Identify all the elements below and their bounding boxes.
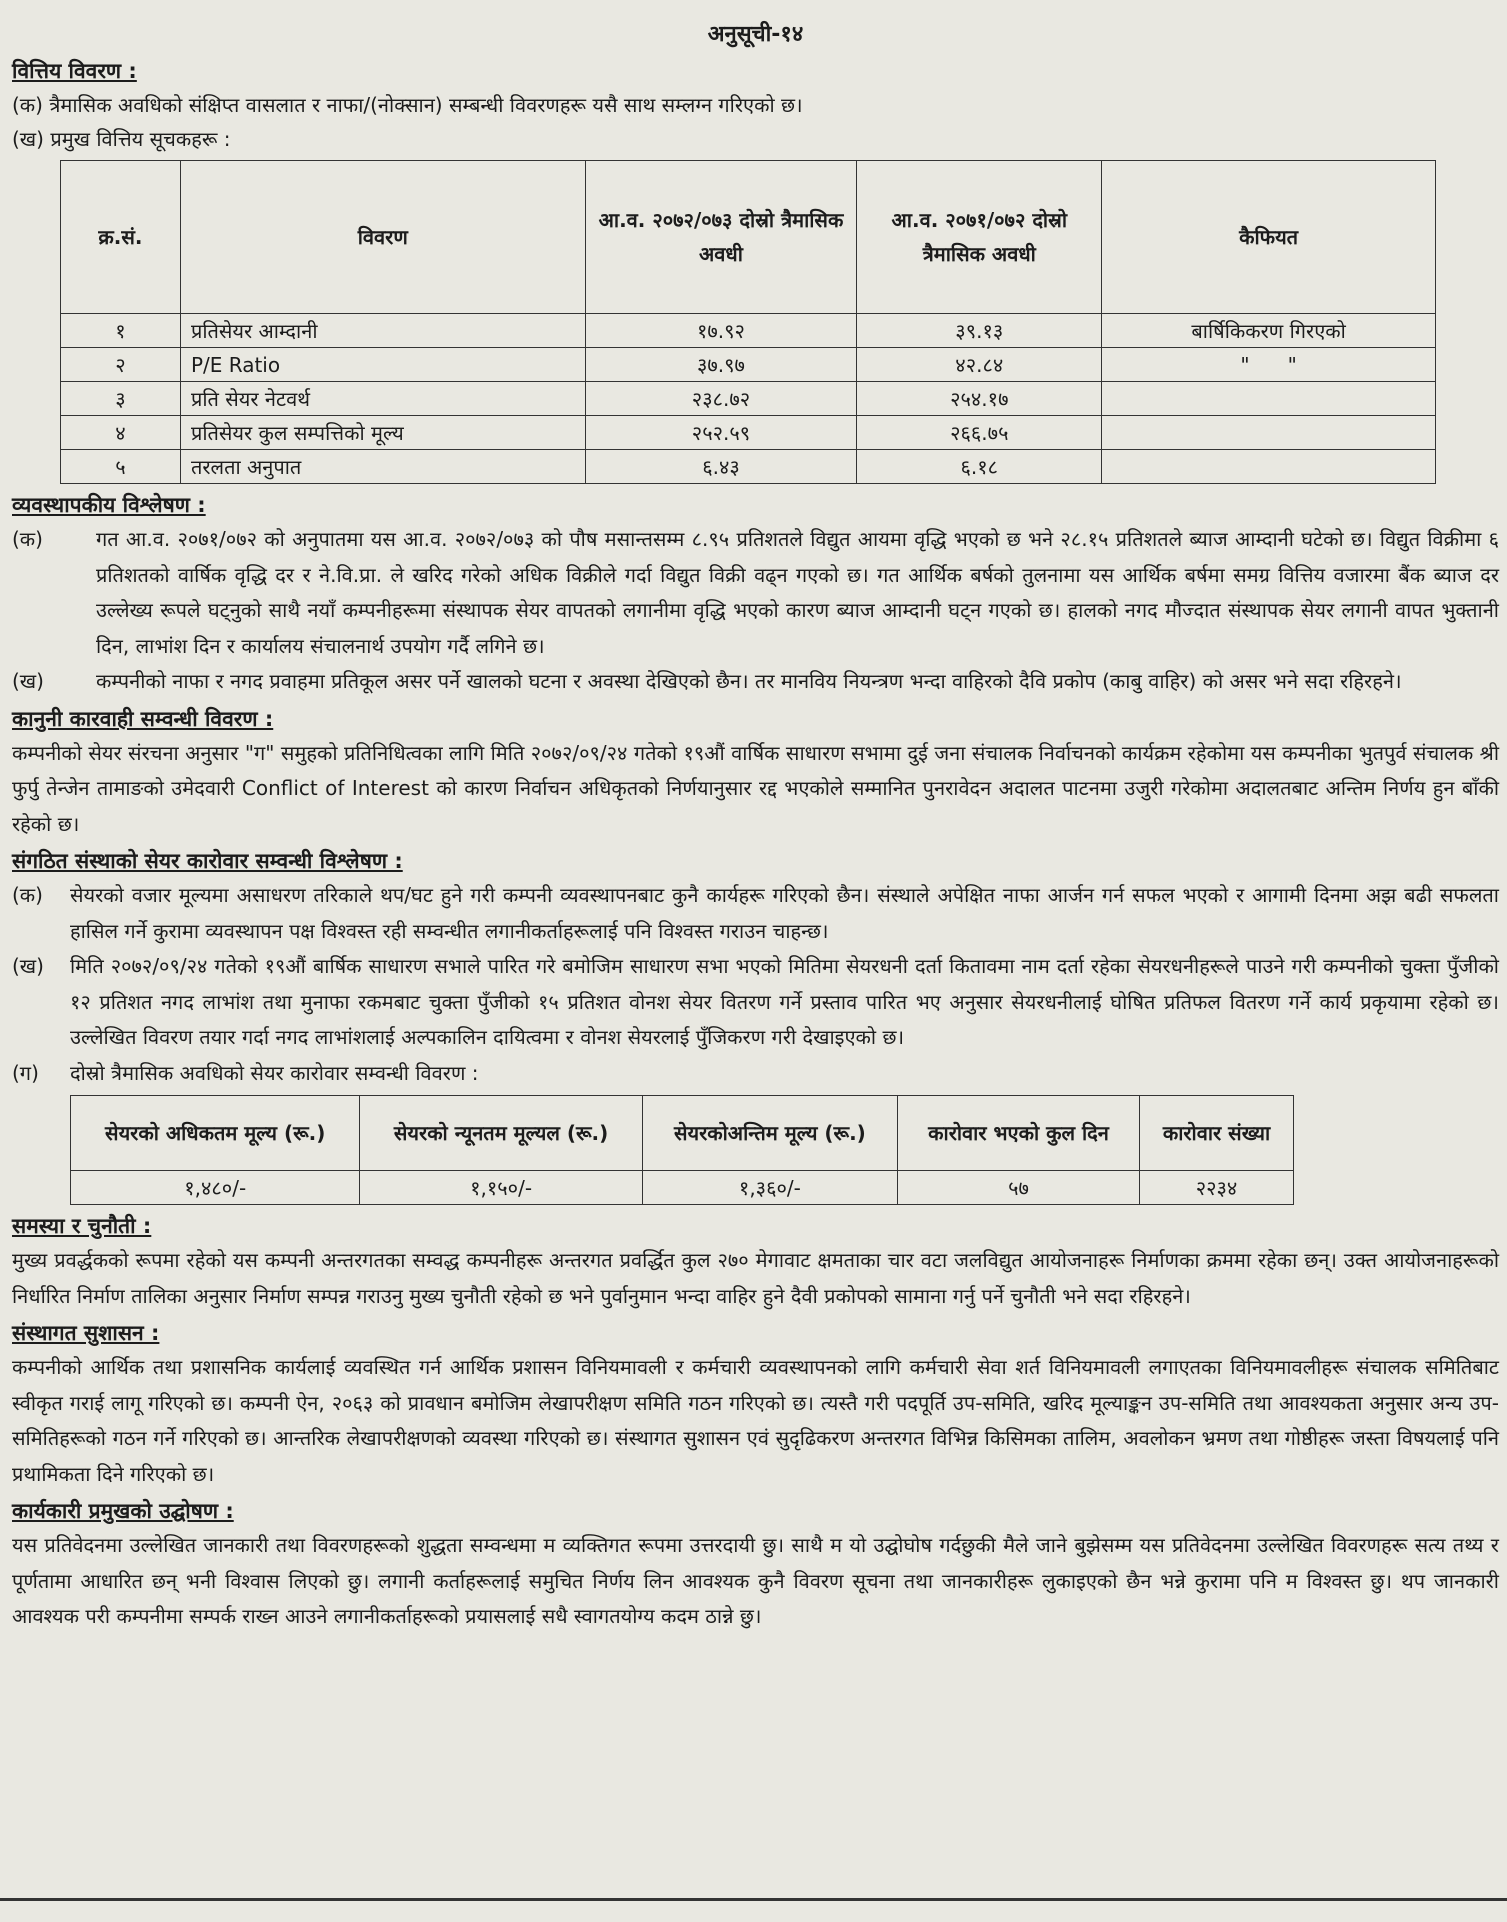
governance-text: कम्पनीको आर्थिक तथा प्रशासनिक कार्यलाई व्यवस्थित गर्न आर्थिक प्रशासन विनियमावली र कर्मचारी व्यवस्थापनको लागि कर्मचारी सेवा शर्त विनियमावली लगाएतका विनियमावलीहरू संचालक समितिबाट स्वीकृत गराई लागू गरिएको छ। कम्पनी ऐन, २०६३ को प्रावधान बमोजिम लेखापरीक्षण समिति गठन गरिएको छ। त्यस्तै गरी पदपूर्ति उप-समिति, खरिद मूल्याङ्कन उप-समिति तथा आवश्यकता अनुसार अन्य उप-समितिहरूको गठन गर्ने गरिएको छ। आन्तरिक लेखापरीक्षणको व्यवस्था गरिएको छ। संस्थागत सुशासन एवं सुदृढिकरण अन्तरगत विभिन्न किसिमका तालिम, अवलोकन भ्रमण तथा गोष्ठीहरू जस्ता विषयलाई पनि प्रथामिकता दिने गरिएको छ। [12,1355,1499,1486]
item-label: (क) [12,883,43,907]
header-trading-days: कारोवार भएको कुल दिन [898,1096,1140,1171]
cell-current: २५२.५९ [585,416,857,450]
cell-description: तरलता अनुपात [180,450,585,484]
financial-indicators-table [60,160,1436,484]
item-label: (क) [12,527,43,551]
cell-closing-price: १,३६०/- [642,1171,897,1205]
table-header-row [61,161,1436,314]
item-text: गत आ.व. २०७१/०७२ को अनुपातमा यस आ.व. २०७२/०७३ को पौष मसान्तसम्म ८.९५ प्रतिशतले विद्युत आयमा वृद्धि भएको छ भने २८.१५ प्रतिशतले ब्याज आम्दानी घटेको छ। विद्युत विक्रीमा ६ प्रतिशतको वार्षिक वृद्धि दर र ने.वि.प्रा. ले खरिद गरेको अधिक विक्रीले गर्दा विद्युत विक्री वढ्न गएको छ। गत आर्थिक बर्षको तुलनामा यस आर्थिक बर्षमा समग्र वित्तिय वजारमा बैंक ब्याज दर उल्लेख्य रूपले घट्नुको साथै नयाँ कम्पनीहरूमा संस्थापक सेयर वापतको लगानीमा वृद्धि भएको कारण ब्याज आम्दानी घट्न गएको छ। हालको नगद मौज्दात संस्थापक सेयर लगानी वापत भुक्तानी दिन, लाभांश दिन र कार्यालय संचालनार्थ उपयोग गर्दै लगिने छ। [96,527,1499,658]
header-sn: क्र.सं. [61,161,181,314]
item-text: दोस्रो त्रैमासिक अवधिको सेयर कारोवार सम्वन्धी विवरण : [70,1060,479,1085]
cell-sn: २ [61,348,181,382]
management-heading: व्यवस्थापकीय विश्लेषण : [12,493,206,517]
legal-heading: कानुनी कारवाही सम्वन्धी विवरण : [12,706,274,731]
cell-previous: ६.१८ [857,450,1102,484]
item-text: कम्पनीको नाफा र नगद प्रवाहमा प्रतिकूल असर पर्ने खालको घटना र अवस्था देखिएको छैन। तर मानविय नियन्त्रण भन्दा वाहिरको दैवि प्रकोप (काबु वाहिर) को असर भने सदा रहिरहने। [96,669,1402,693]
cell-description: प्रतिसेयर कुल सम्पत्तिको मूल्य [180,416,585,450]
cell-current: २३८.७२ [585,382,857,416]
cell-current: ३७.९७ [585,348,857,382]
governance-heading: संस्थागत सुशासन : [12,1321,160,1345]
header-description: विवरण [180,161,585,314]
header-fy-2072-073: आ.व. २०७२/०७३ दोस्रो त्रैमासिक अवधी [585,161,857,314]
cell-remarks [1102,450,1436,484]
legal-text: कम्पनीको सेयर संरचना अनुसार "ग" समुहको प्रतिनिधित्वका लागि मिति २०७२/०९/२४ गतेको १९औं वार्षिक साधारण सभामा दुई जना संचालक निर्वाचनको कार्यक्रम रहेकोमा यस कम्पनीका भुतपुर्व संचालक श्री फुर्पु तेन्जेन तामाङको उमेदवारी Conflict of Interest को कारण निर्वाचन अधिकृतको निर्णयानुसार रद्द भएकोले सम्मानित पुनरावेदन अदालत पाटनमा उजुरी गरेकोमा अदालतबाट अन्तिम निर्णय हुन बाँकी रहेको छ। [12,740,1499,836]
item-label: (ग) [12,1060,39,1085]
cell-previous: ३९.१३ [857,314,1102,348]
cell-sn: १ [61,314,181,348]
table-row [61,348,1436,382]
document-title: अनुसूची-१४ [707,22,804,47]
cell-sn: ५ [61,450,181,484]
cell-sn: ४ [61,416,181,450]
item-label: (ख) [12,954,44,978]
challenges-text: मुख्य प्रवर्द्धकको रूपमा रहेको यस कम्पनी अन्तरगतका सम्वद्ध कम्पनीहरू अन्तरगत प्रवर्द्धित कुल २७० मेगावाट क्षमताका चार वटा जलविद्युत आयोजनाहरू निर्माणका क्रममा रहेका छन्। उक्त आयोजनाहरूको निर्धारित निर्माण तालिका अनुसार निर्माण सम्पन्न गराउनु मुख्य चुनौती रहेको छ भने पुर्वानुमान भन्दा वाहिर हुने दैवी प्रकोपको सामाना गर्नु पर्ने चुनौती भने सदा रहिरहने। [12,1248,1499,1308]
share-item-kha [12,949,1499,1056]
share-item-ga [12,1056,1499,1092]
cell-current: ६.४३ [585,450,857,484]
declaration-heading: कार्यकारी प्रमुखको उद्घोषण : [12,1499,234,1523]
financial-heading: वित्तिय विवरण : [12,59,137,83]
cell-previous: २६६.७५ [857,416,1102,450]
cell-previous: २५४.१७ [857,382,1102,416]
table-header-row [71,1096,1294,1171]
header-fy-2071-072: आ.व. २०७१/०७२ दोस्रो त्रैमासिक अवधी [857,161,1102,314]
cell-remarks [1102,382,1436,416]
cell-remarks: " " [1102,348,1436,382]
cell-sn: ३ [61,382,181,416]
cell-remarks [1102,416,1436,450]
item-text: मिति २०७२/०९/२४ गतेको १९औं बार्षिक साधारण सभाले पारित गरे बमोजिम साधारण सभा भएको मितिमा सेयरधनी दर्ता कितावमा नाम दर्ता रहेका सेयरधनीहरूले पाउने गरी कम्पनीको चुक्ता पुँजीको १२ प्रतिशत नगद लाभांश तथा मुनाफा रकमबाट चुक्ता पुँजीको १५ प्रतिशत वोनश सेयर वितरण गर्ने प्रस्ताव पारित भए अनुसार सेयरधनीलाई घोषित प्रतिफल वितरण गर्ने कार्य प्रकृयामा रहेको छ। उल्लेखित विवरण तयार गर्दा नगद लाभांशलाई अल्पकालिन दायित्वमा र वोनश सेयरलाई पुँजिकरण गरी देखाइएको छ। [70,954,1499,1049]
table-row [61,450,1436,484]
cell-trading-days: ५७ [898,1171,1140,1205]
header-closing-price: सेयरकोअन्तिम मूल्य (रू.) [642,1096,897,1171]
cell-transactions: २२३४ [1140,1171,1294,1205]
financial-ka: (क) त्रैमासिक अवधिको संक्षिप्त वासलात र नाफा/(नोक्सान) सम्बन्धी विवरणहरू यसै साथ सम्लग्न गरिएको छ। [12,93,803,117]
share-item-ka [12,878,1499,949]
item-text: सेयरको वजार मूल्यमा असाधरण तरिकाले थप/घट हुने गरी कम्पनी व्यवस्थापनबाट कुनै कार्यहरू गरिएको छैन। संस्थाले अपेक्षित नाफा आर्जन गर्न सफल भएको र आगामी दिनमा अझ बढी सफलता हासिल गर्ने कुरामा व्यवस्थापन पक्ष विश्वस्त रही सम्वन्धीत लगानीकर्ताहरूलाई पनि विश्वस्त गराउन चाहन्छ। [70,883,1499,943]
header-max-price: सेयरको अधिकतम मूल्य (रू.) [71,1096,360,1171]
financial-kha: (ख) प्रमुख वित्तिय सूचकहरू : [12,127,231,151]
header-transactions: कारोवार संख्या [1140,1096,1294,1171]
header-remarks: कैफियत [1102,161,1436,314]
cell-current: १७.९२ [585,314,857,348]
bottom-divider [0,1898,1507,1901]
share-trading-heading: संगठित संस्थाको सेयर कारोवार सम्वन्धी विश्लेषण : [12,849,403,873]
challenges-heading: समस्या र चुनौती : [12,1214,152,1238]
item-label: (ख) [12,669,44,693]
header-min-price: सेयरको न्यूनतम मूल्यल (रू.) [360,1096,642,1171]
declaration-text: यस प्रतिवेदनमा उल्लेखित जानकारी तथा विवरणहरूको शुद्धता सम्वन्धमा म व्यक्तिगत रूपमा उत्तरदायी छु। साथै म यो उद्घोघोष गर्दछुकी मैले जाने बुझेसम्म यस प्रतिवेदनमा उल्लेखित विवरणहरू सत्य तथ्य र पूर्णतामा आधारित छन् भनी विश्वास लिएको छु। लगानी कर्ताहरूलाई समुचित निर्णय लिन आवश्यक कुनै विवरण सूचना तथा जानकारीहरू लुकाइएको छैन भन्ने कुरामा पनि म विश्वस्त छु। थप जानकारी आवश्यक परी कम्पनीमा सम्पर्क राख्न आउने लगानीकर्ताहरूको प्रयासलाई सधै स्वागतयोग्य कदम ठान्ने छु। [12,1533,1499,1628]
cell-description: प्रति सेयर नेटवर्थ [180,382,585,416]
cell-remarks: बार्षिकिकरण गिरएको [1102,314,1436,348]
cell-min-price: १,१५०/- [360,1171,642,1205]
cell-description: प्रतिसेयर आम्दानी [180,314,585,348]
table-row [61,382,1436,416]
cell-previous: ४२.८४ [857,348,1102,382]
table-row [61,416,1436,450]
management-item-kha [12,664,1499,700]
cell-max-price: १,४८०/- [71,1171,360,1205]
table-row [61,314,1436,348]
table-row [71,1171,1294,1205]
cell-description: P/E Ratio [180,348,585,382]
management-item-ka [12,522,1499,664]
share-trading-table [70,1095,1294,1205]
